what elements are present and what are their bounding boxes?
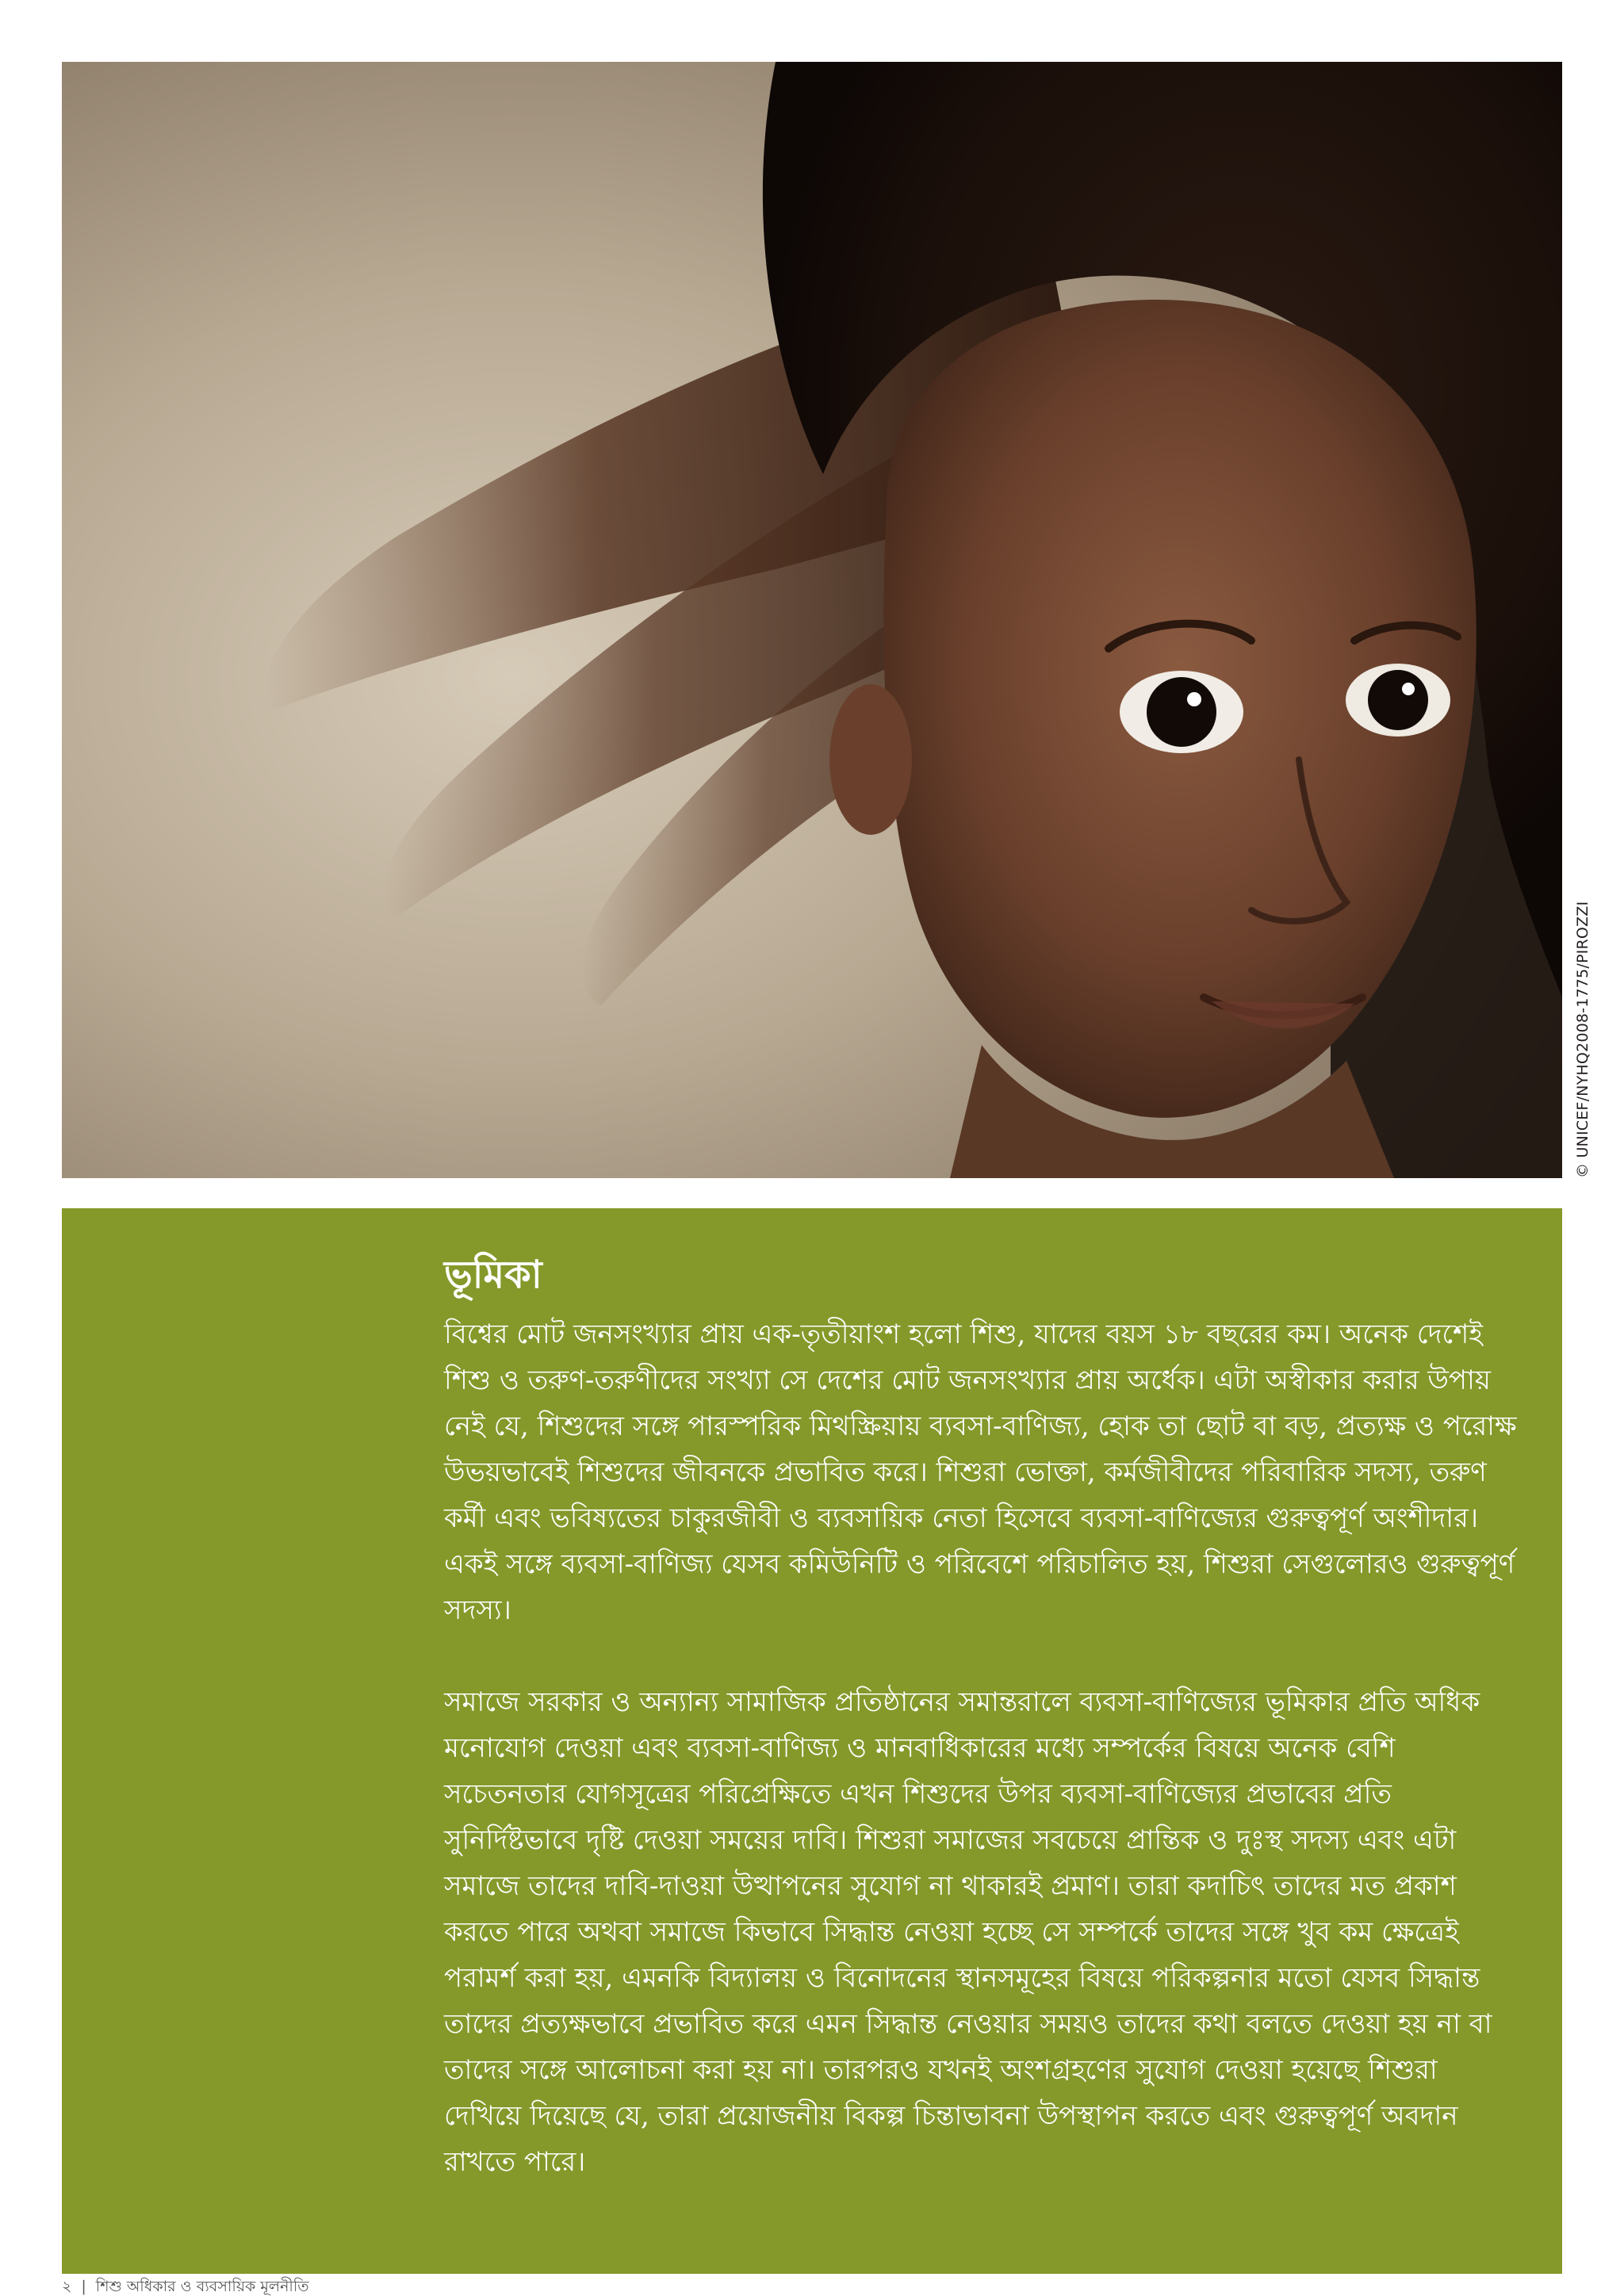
page-footer [62,2277,309,2296]
footer-separator: | [81,2278,86,2295]
child-portrait-image [62,62,1562,1178]
photo-credit: © UNICEF/NYHQ2008-1775/PIROZZI [1574,901,1591,1178]
intro-panel [62,1208,1562,2274]
intro-paragraph-2: সমাজে সরকার ও অন্যান্য সামাজিক প্রতিষ্ঠানের সমান্তরালে ব্যবসা-বাণিজ্যের ভূমিকার প্রতি অধিক মনোযোগ দেওয়া এবং ব্যবসা-বাণিজ্য ও মানবাধিকারের মধ্যে সম্পর্কের বিষয়ে অনেক বেশি সচেতনতার যোগসূত্রের পরিপ্রেক্ষিতে এখন শিশুদের উপর ব্যবসা-বাণিজ্যের প্রভাবের প্রতি সুনির্দিষ্টভাবে দৃষ্টি দেওয়া সময়ের দাবি। শিশুরা সমাজের সবচেয়ে প্রান্তিক ও দুঃস্থ সদস্য এবং এটা সমাজে তাদের দাবি-দাওয়া উত্থাপনের সুযোগ না থাকারই প্রমাণ। তারা কদাচিৎ তাদের মত প্রকাশ করতে পারে অথবা সমাজে কিভাবে সিদ্ধান্ত নেওয়া হচ্ছে সে সম্পর্কে তাদের সঙ্গে খুব কম ক্ষেত্রেই পরামর্শ করা হয়, এমনকি বিদ্যালয় ও বিনোদনের স্থানসমূহের বিষয়ে পরিকল্পনার মতো যেসব সিদ্ধান্ত তাদের প্রত্যক্ষভাবে প্রভাবিত করে এমন সিদ্ধান্ত নেওয়ার সময়ও তাদের কথা বলতে দেওয়া হয় না বা তাদের সঙ্গে আলোচনা করা হয় না। তারপরও যখনই অংশগ্রহণের সুযোগ দেওয়া হয়েছে শিশুরা দেখিয়ে দিয়েছে যে, তারা প্রয়োজনীয় বিকল্প চিন্তাভাবনা উপস্থাপন করতে এবং গুরুত্বপূর্ণ অবদান রাখতে পারে। [444,1686,1492,2178]
section-heading: ভূমিকা [444,1253,542,1297]
intro-paragraph-1: বিশ্বের মোট জনসংখ্যার প্রায় এক-তৃতীয়াংশ হলো শিশু, যাদের বয়স ১৮ বছরের কম। অনেক দেশেই শিশু ও তরুণ-তরুণীদের সংখ্যা সে দেশের মোট জনসংখ্যার প্রায় অর্ধেক। এটা অস্বীকার করার উপায় নেই যে, শিশুদের সঙ্গে পারস্পরিক মিথস্ক্রিয়ায় ব্যবসা-বাণিজ্য, হোক তা ছোট বা বড়, প্রত্যক্ষ ও পরোক্ষ উভয়ভাবেই শিশুদের জীবনকে প্রভাবিত করে। শিশুরা ভোক্তা, কর্মজীবীদের পরিবারিক সদস্য, তরুণ কর্মী এবং ভবিষ্যতের চাকুরজীবী ও ব্যবসায়িক নেতা হিসেবে ব্যবসা-বাণিজ্যের গুরুত্বপূর্ণ অংশীদার। একই সঙ্গে ব্যবসা-বাণিজ্য যেসব কমিউনিটি ও পরিবেশে পরিচালিত হয়, শিশুরা সেগুলোরও গুরুত্বপূর্ণ সদস্য। [444,1318,1517,1626]
document-title: শিশু অধিকার ও ব্যবসায়িক মূলনীতি [95,2278,309,2295]
page-number: ২ [62,2278,72,2295]
hero-photo [62,62,1562,1178]
intro-content [444,1251,1522,2231]
